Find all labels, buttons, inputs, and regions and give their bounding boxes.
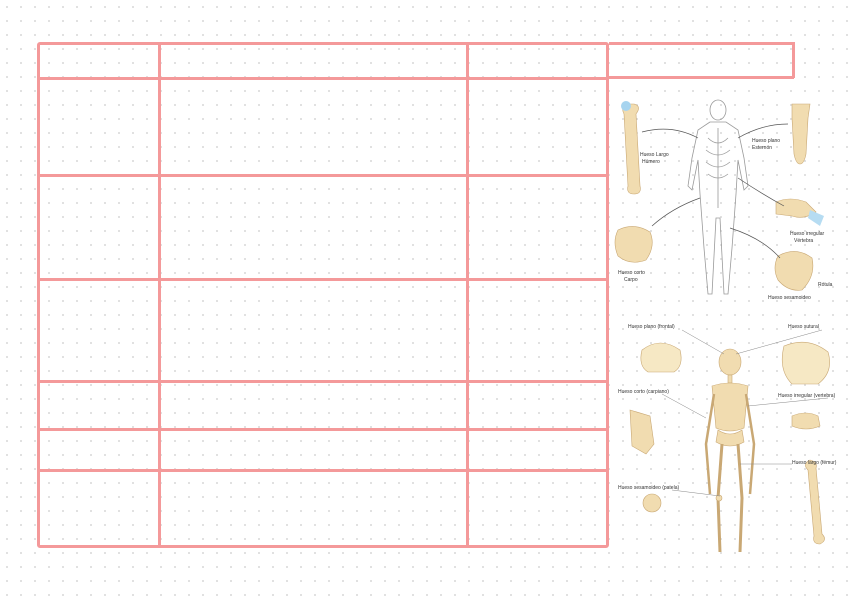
label-sesamoid: Hueso sesamoideo — [768, 295, 811, 301]
patella-bottom-icon — [643, 494, 661, 512]
body-outline — [688, 100, 748, 294]
header-nombre — [40, 44, 158, 78]
label-humerus: Hueso Largo — [640, 152, 669, 158]
label-vertebra: Hueso irregular — [790, 231, 825, 237]
carpal-icon — [615, 226, 652, 262]
row-divider — [40, 174, 608, 177]
label-patella: Rótula — [818, 282, 833, 288]
humerus-icon — [621, 101, 640, 194]
femur-icon — [805, 460, 824, 544]
irregular-vertebra-icon — [792, 413, 820, 429]
sutural-skull-icon — [782, 342, 829, 384]
row-divider — [40, 278, 608, 281]
row-divider — [40, 428, 608, 431]
classification-table — [37, 42, 609, 548]
label-sternum: Esternón — [752, 145, 773, 151]
label-patella-bottom: Hueso sesamoideo (patela) — [618, 485, 680, 491]
label-carpal: Carpo — [624, 277, 638, 283]
frontal-skull-icon — [641, 343, 681, 372]
carpal-hand-icon — [630, 410, 654, 454]
row-divider — [40, 469, 608, 472]
label-femur: Hueso largo (fémur) — [792, 460, 837, 466]
label-frontal: Hueso plano (frontal) — [628, 324, 675, 330]
label-humerus: Húmero — [642, 159, 660, 165]
label-sternum: Hueso plano — [752, 138, 781, 144]
header-definicion — [163, 44, 465, 78]
label-vertebra: Vértebra — [794, 238, 814, 244]
row-divider — [40, 77, 608, 80]
patella-icon — [775, 251, 813, 290]
label-sutural: Hueso sutural — [788, 324, 819, 330]
skeleton-icon — [706, 349, 754, 552]
header-foto — [612, 42, 748, 76]
label-carpal: Hueso corto — [618, 270, 645, 276]
row-divider — [40, 380, 608, 383]
vertebra-icon — [776, 199, 824, 226]
column-divider — [792, 42, 795, 78]
row-divider — [609, 76, 794, 79]
row-divider — [609, 42, 794, 45]
label-vertebra-bottom: Hueso irregular (vertebra) — [778, 393, 836, 399]
label-carpal-bottom: Hueso corto (carpiano) — [618, 389, 669, 395]
column-divider — [606, 44, 609, 78]
sternum-icon — [792, 104, 810, 164]
bone-illustration — [612, 98, 848, 568]
